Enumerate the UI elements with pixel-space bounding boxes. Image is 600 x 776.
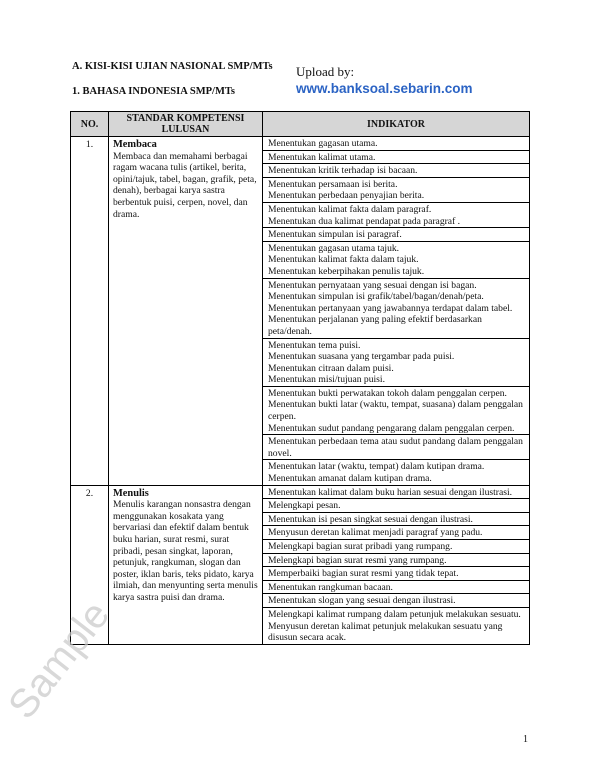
- header-no: NO.: [71, 112, 109, 137]
- indikator-item: Menentukan pertanyaan yang jawabannya terdapat dalam tabel.: [268, 302, 513, 314]
- indikator-group: [263, 164, 529, 178]
- table-row: [71, 485, 530, 644]
- indikator-group: [263, 137, 529, 151]
- indikator-item: Menentukan misi/tujuan puisi.: [268, 374, 385, 386]
- kompetensi-description: Membaca dan memahami berbagai ragam wacana tulis (artikel, berita, opini/tajuk, tabel, bagan, grafik, peta, denah), berbagai karya sastra berbentuk puisi, cerpen, novel, dan drama.: [113, 150, 257, 220]
- indikator-group: [263, 608, 529, 644]
- indikator-item: Menentukan pernyataan yang sesuai dengan isi bagan.: [268, 279, 477, 291]
- indikator-item: Menentukan amanat dalam kutipan drama.: [268, 473, 432, 485]
- indikator-item: Menyusun deretan kalimat petunjuk melakukan sesuatu yang disusun secara acak.: [268, 620, 503, 644]
- indikator-item: Melengkapi pesan.: [268, 500, 341, 512]
- indikator-item: Menentukan kalimat fakta dalam tajuk.: [268, 254, 419, 266]
- row-number: 2.: [71, 485, 109, 644]
- indikator-item: Melengkapi bagian surat resmi yang rumpang.: [268, 554, 447, 566]
- header-standar-kompetensi: STANDAR KOMPETENSI LULUSAN: [109, 112, 263, 137]
- table-row: [71, 137, 530, 486]
- section-heading: A. KISI-KISI UJIAN NASIONAL SMP/MTs: [72, 61, 273, 72]
- indikator-item: Menentukan bukti latar (waktu, tempat, suasana) dalam penggalan cerpen.: [268, 399, 523, 423]
- indikator-item: Menentukan citraan dalam puisi.: [268, 362, 394, 374]
- standar-kompetensi-cell: [109, 137, 263, 486]
- indikator-group: [263, 203, 529, 228]
- indikator-group: [263, 499, 529, 513]
- indikator-item: Menentukan sudut pandang pengarang dalam penggalan cerpen.: [268, 422, 515, 434]
- indikator-item: Menyusun deretan kalimat menjadi paragraf yang padu.: [268, 527, 483, 539]
- page-number: 1: [523, 734, 528, 745]
- indikator-item: Menentukan gagasan utama tajuk.: [268, 242, 400, 254]
- indikator-item: Menentukan kritik terhadap isi bacaan.: [268, 165, 418, 177]
- indikator-item: Melengkapi bagian surat pribadi yang rumpang.: [268, 541, 453, 552]
- indikator-item: Menentukan kalimat fakta dalam paragraf.: [268, 203, 432, 215]
- subject-heading: 1. BAHASA INDONESIA SMP/MTs: [72, 86, 235, 97]
- indikator-group: [263, 513, 529, 527]
- indikator-group: [263, 228, 529, 242]
- indikator-item: Menentukan simpulan isi paragraf.: [268, 229, 402, 241]
- header-indikator: INDIKATOR: [263, 112, 530, 137]
- indikator-group: [263, 540, 529, 554]
- indikator-item: Menentukan keberpihakan penulis tajuk.: [268, 265, 425, 277]
- indikator-item: Menentukan isi pesan singkat sesuai dengan ilustrasi.: [268, 513, 473, 525]
- indikator-item: Memperbaiki bagian surat resmi yang tidak tepat.: [268, 568, 459, 580]
- indikator-group: [263, 339, 529, 387]
- indikator-item: Menentukan persamaan isi berita.: [268, 178, 398, 190]
- indikator-item: Menentukan perbedaan tema atau sudut pandang dalam penggalan novel.: [268, 436, 523, 459]
- indikator-group: [263, 279, 529, 339]
- indikator-cell: [263, 137, 530, 486]
- indikator-group: [263, 178, 529, 203]
- sample-watermark: Sample: [0, 593, 119, 728]
- table-header-row: [71, 112, 530, 137]
- indikator-group: [263, 554, 529, 568]
- indikator-group: [263, 526, 529, 540]
- indikator-item: Menentukan dua kalimat pendapat pada paragraf .: [268, 215, 461, 227]
- indikator-group: [263, 594, 529, 608]
- indikator-item: Menentukan gagasan utama.: [268, 138, 378, 149]
- indikator-group: [263, 387, 529, 435]
- indikator-item: Menentukan simpulan isi grafik/tabel/bagan/denah/peta.: [268, 291, 484, 303]
- standar-kompetensi-cell: [109, 485, 263, 644]
- indikator-item: Melengkapi kalimat rumpang dalam petunjuk melakukan sesuatu.: [268, 608, 521, 620]
- kompetensi-description: Menulis karangan nonsastra dengan menggunakan kosakata yang bervariasi dan efektif dalam bentuk buku harian, surat resmi, surat pribadi, pesan singkat, laporan, petunjuk, rangkuman, slogan dan poster, iklan baris, teks pidato, karya ilmiah, dan menyunting serta menulis karya sastra puisi dan drama.: [113, 499, 258, 603]
- upload-label: Upload by:: [296, 64, 355, 79]
- indikator-group: [263, 486, 529, 500]
- upload-site-link[interactable]: www.banksoal.sebarin.com: [296, 81, 473, 96]
- indikator-group: [263, 581, 529, 595]
- indikator-group: [263, 460, 529, 484]
- indikator-item: Menentukan perjalanan yang paling efektif berdasarkan peta/denah.: [268, 314, 482, 337]
- row-number: 1.: [71, 137, 109, 486]
- indikator-group: [263, 567, 529, 581]
- indikator-item: Menentukan tema puisi.: [268, 339, 361, 351]
- indikator-cell: [263, 485, 530, 644]
- indikator-item: Menentukan kalimat utama.: [268, 151, 376, 163]
- indikator-item: Menentukan perbedaan penyajian berita.: [268, 190, 425, 202]
- indikator-item: Menentukan slogan yang sesuai dengan ilustrasi.: [268, 595, 456, 607]
- indikator-item: Menentukan kalimat dalam buku harian sesuai dengan ilustrasi.: [268, 486, 513, 498]
- indikator-item: Menentukan bukti perwatakan tokoh dalam penggalan cerpen.: [268, 387, 507, 399]
- indikator-group: [263, 151, 529, 165]
- kompetensi-title: Menulis: [113, 487, 149, 499]
- indikator-item: Menentukan latar (waktu, tempat) dalam kutipan drama.: [268, 461, 485, 473]
- indikator-group: [263, 242, 529, 279]
- indikator-group: [263, 435, 529, 460]
- indikator-item: Menentukan rangkuman bacaan.: [268, 581, 393, 593]
- kisi-kisi-table: [70, 111, 530, 645]
- kompetensi-title: Membaca: [113, 139, 157, 150]
- indikator-item: Menentukan suasana yang tergambar pada puisi.: [268, 351, 455, 363]
